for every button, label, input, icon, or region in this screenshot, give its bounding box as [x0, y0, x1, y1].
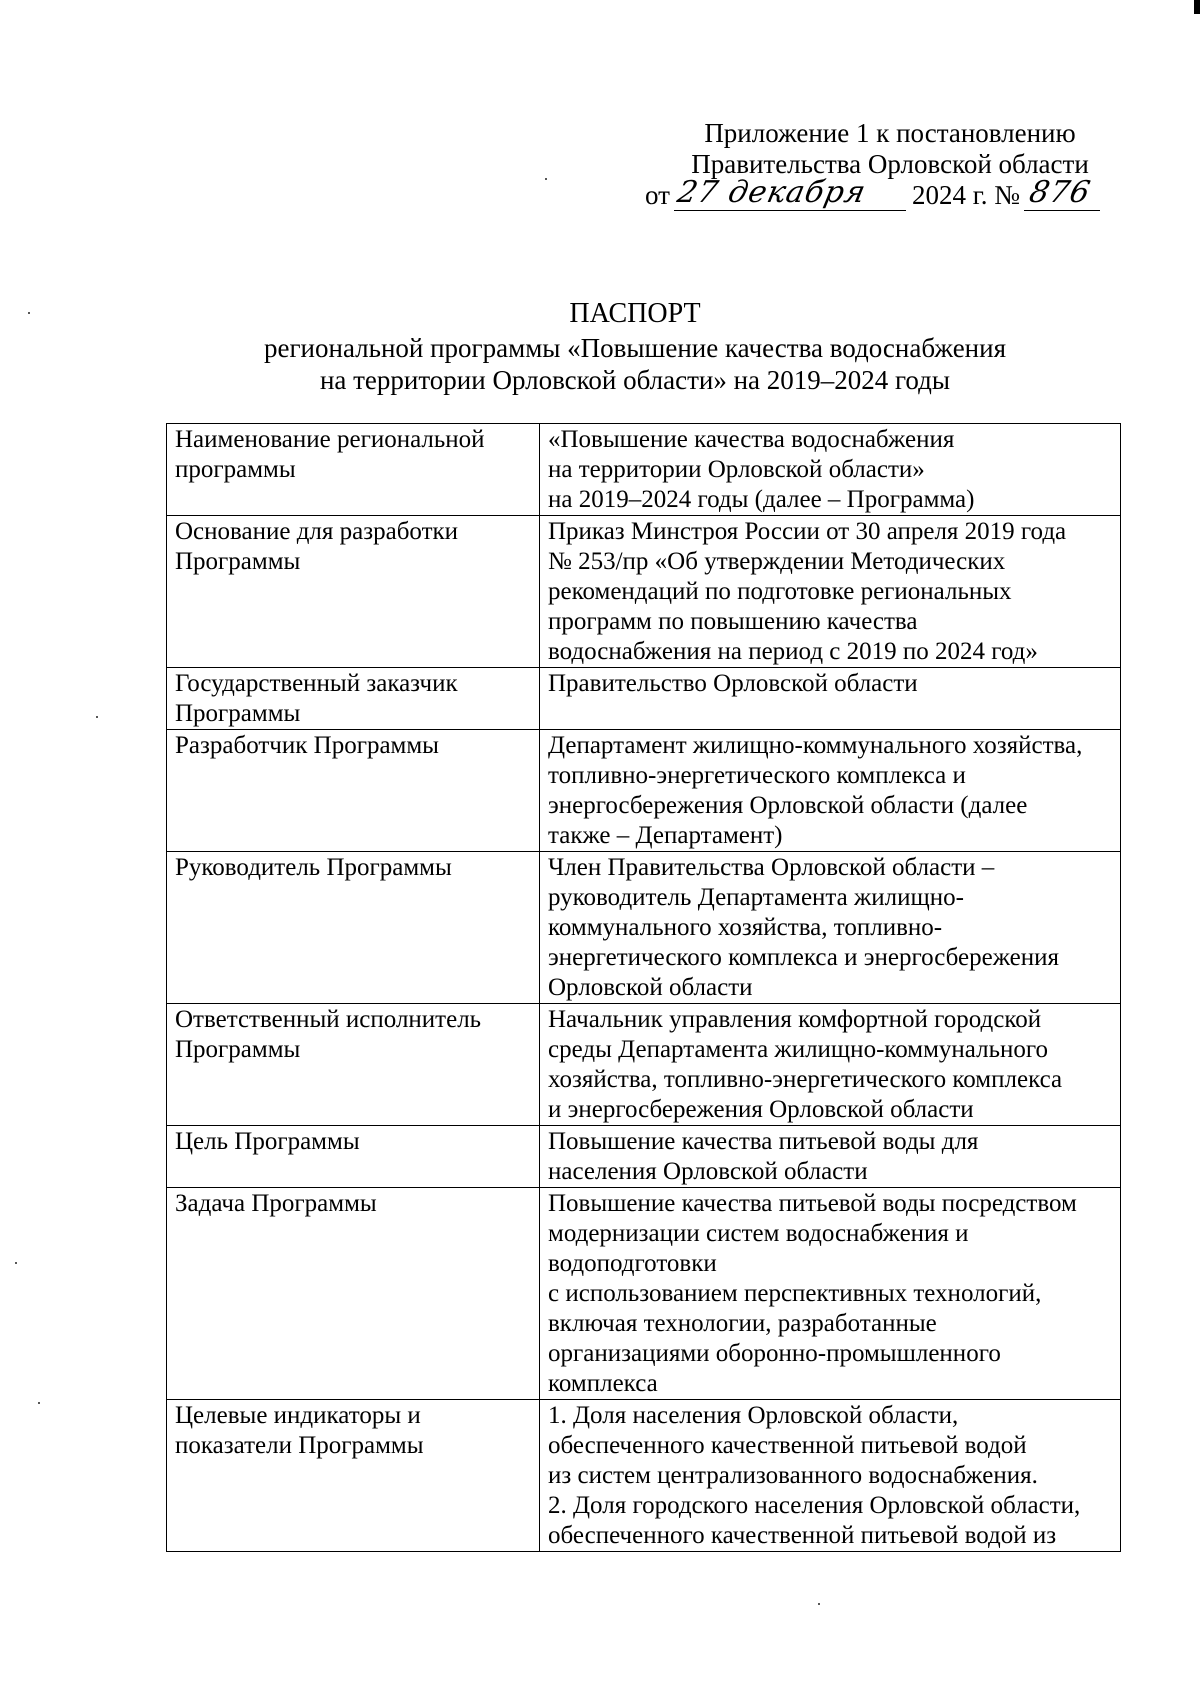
table-row: [167, 668, 1121, 730]
row-value-cell: [540, 1400, 1121, 1552]
date-blank: [674, 175, 906, 211]
scan-speck: [15, 1262, 17, 1264]
handwritten-number: 876: [1026, 175, 1094, 210]
scan-speck: [28, 312, 30, 314]
row-value-line: включая технологии, разработанные: [548, 1310, 937, 1337]
row-value-cell: [540, 516, 1121, 668]
row-value-line: Орловской области: [548, 974, 753, 1001]
appendix-date-line: [640, 175, 1140, 211]
row-label-cell: [167, 852, 540, 1004]
appendix-line-1: Приложение 1 к постановлению: [704, 118, 1076, 148]
row-value-line: энергетического комплекса и энергосбережения: [548, 944, 1059, 971]
row-value-line: топливно-энергетического комплекса и: [548, 762, 966, 789]
scan-edge-mark: [1194, 0, 1200, 14]
row-value-line: программ по повышению качества: [548, 608, 918, 635]
row-value-line: обеспеченного качественной питьевой водой: [548, 1432, 1027, 1459]
row-value-line: Начальник управления комфортной городской: [548, 1006, 1042, 1033]
row-value-line: энергосбережения Орловской области (далее: [548, 792, 1028, 819]
row-value-line: населения Орловской области: [548, 1158, 868, 1185]
table-row: [167, 852, 1121, 1004]
row-value-line: № 253/пр «Об утверждении Методических: [548, 548, 1006, 575]
document-subtitle-line-1: региональной программы «Повышение качества водоснабжения: [263, 333, 1006, 363]
row-label-line: Разработчик Программы: [175, 732, 439, 759]
row-value-line: также – Департамент): [548, 822, 783, 849]
row-label-line: Цель Программы: [175, 1128, 360, 1155]
passport-table-body: [167, 424, 1121, 1552]
table-row: [167, 1126, 1121, 1188]
scan-speck: [38, 1402, 40, 1404]
table-row: [167, 1004, 1121, 1126]
row-value-line: руководитель Департамента жилищно-: [548, 884, 964, 911]
row-value-line: «Повышение качества водоснабжения: [548, 426, 955, 453]
document-title-block: [140, 298, 1130, 396]
row-label-line: Программы: [175, 548, 301, 575]
appendix-header: [640, 118, 1140, 211]
row-value-line: Повышение качества питьевой воды для: [548, 1128, 979, 1155]
row-value-line: Департамент жилищно-коммунального хозяйства,: [548, 732, 1083, 759]
row-value-line: с использованием перспективных технологий,: [548, 1280, 1042, 1307]
row-value-line: комплекса: [548, 1370, 658, 1397]
row-value-cell: [540, 1188, 1121, 1400]
row-value-cell: [540, 668, 1121, 730]
row-value-line: хозяйства, топливно-энергетического комплекса: [548, 1066, 1063, 1093]
row-value-line: водоснабжения на период с 2019 по 2024 год»: [548, 638, 1038, 665]
row-label-line: Задача Программы: [175, 1190, 377, 1217]
document-subtitle-line-2: на территории Орловской области» на 2019–2024 годы: [319, 365, 951, 395]
table-row: [167, 516, 1121, 668]
row-label-line: Программы: [175, 700, 301, 727]
row-value-line: на 2019–2024 годы (далее – Программа): [548, 486, 975, 513]
row-value-line: на территории Орловской области»: [548, 456, 925, 483]
row-value-line: из систем централизованного водоснабжения.: [548, 1462, 1038, 1489]
row-label-cell: [167, 730, 540, 852]
row-value-line: обеспеченного качественной питьевой водой из: [548, 1522, 1057, 1549]
table-row: [167, 1400, 1121, 1552]
row-label-line: Программы: [175, 1036, 301, 1063]
row-value-line: 1. Доля населения Орловской области,: [548, 1402, 959, 1429]
row-value-line: организациями оборонно-промышленного: [548, 1340, 1001, 1367]
row-value-line: Правительство Орловской области: [548, 670, 918, 697]
row-label-cell: [167, 1004, 540, 1126]
row-value-line: коммунального хозяйства, топливно-: [548, 914, 943, 941]
row-value-line: Член Правительства Орловской области –: [548, 854, 995, 881]
table-row: [167, 1188, 1121, 1400]
number-blank: [1024, 175, 1100, 211]
row-label-line: Целевые индикаторы и: [175, 1402, 421, 1429]
row-label-line: показатели Программы: [175, 1432, 424, 1459]
scan-speck: [96, 716, 98, 718]
row-value-line: 2. Доля городского населения Орловской области,: [548, 1492, 1081, 1519]
table-row: [167, 424, 1121, 516]
row-value-line: модернизации систем водоснабжения и: [548, 1220, 969, 1247]
row-label-line: Ответственный исполнитель: [175, 1006, 482, 1033]
row-value-cell: [540, 730, 1121, 852]
row-label-line: Основание для разработки: [175, 518, 459, 545]
scan-speck: [818, 1603, 820, 1605]
row-value-cell: [540, 852, 1121, 1004]
handwritten-date: 27 декабря: [674, 175, 870, 210]
row-label-line: Государственный заказчик: [175, 670, 458, 697]
row-label-cell: [167, 424, 540, 516]
row-value-cell: [540, 1004, 1121, 1126]
row-value-line: водоподготовки: [548, 1250, 717, 1277]
document-title: ПАСПОРТ: [569, 298, 701, 329]
row-label-line: Руководитель Программы: [175, 854, 452, 881]
row-value-line: среды Департамента жилищно-коммунального: [548, 1036, 1049, 1063]
row-label-line: Наименование региональной: [175, 426, 485, 453]
date-prefix: от: [645, 180, 670, 210]
row-label-cell: [167, 1188, 540, 1400]
row-value-cell: [540, 1126, 1121, 1188]
row-value-line: Повышение качества питьевой воды посредством: [548, 1190, 1077, 1217]
row-label-line: программы: [175, 456, 296, 483]
table-row: [167, 730, 1121, 852]
row-label-cell: [167, 1126, 540, 1188]
appendix-line-2: Правительства Орловской области: [691, 149, 1089, 179]
row-label-cell: [167, 1400, 540, 1552]
passport-table: [166, 423, 1121, 1552]
row-value-line: и энергосбережения Орловской области: [548, 1096, 974, 1123]
row-value-line: рекомендаций по подготовке региональных: [548, 578, 1012, 605]
row-value-cell: [540, 424, 1121, 516]
row-label-cell: [167, 516, 540, 668]
year-label: 2024 г. №: [911, 180, 1020, 210]
row-label-cell: [167, 668, 540, 730]
row-value-line: Приказ Минстроя России от 30 апреля 2019 года: [548, 518, 1067, 545]
scan-speck: [545, 178, 547, 180]
